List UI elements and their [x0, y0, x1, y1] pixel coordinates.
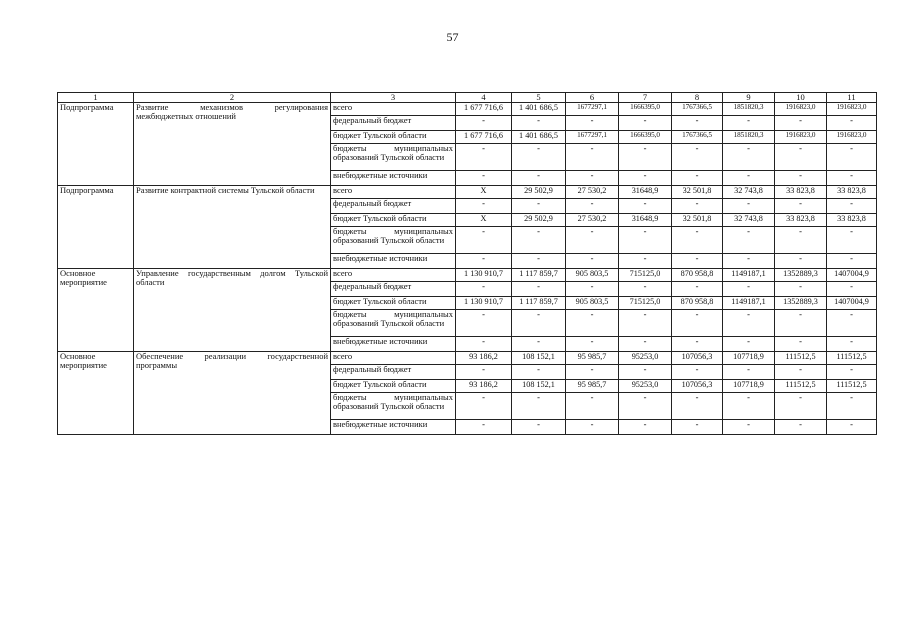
value-cell: -: [456, 116, 512, 131]
value-cell: -: [512, 227, 566, 254]
item-name-cell: Развитие механизмов регулирования межбюджетных отношений: [134, 103, 331, 186]
value-cell: 905 803,5: [566, 297, 619, 310]
value-cell: -: [775, 393, 827, 420]
value-cell: Х: [456, 186, 512, 199]
value-cell: -: [456, 199, 512, 214]
column-number: 10: [775, 93, 827, 103]
column-number: 5: [512, 93, 566, 103]
value-cell: -: [672, 199, 723, 214]
value-cell: -: [456, 420, 512, 435]
value-cell: -: [775, 282, 827, 297]
funding-source-cell: бюджеты муниципальных образований Тульской области: [331, 310, 456, 337]
funding-source-cell: всего: [331, 103, 456, 116]
value-cell: -: [512, 310, 566, 337]
funding-source-cell: бюджеты муниципальных образований Тульской области: [331, 393, 456, 420]
column-number: 4: [456, 93, 512, 103]
column-number: 3: [331, 93, 456, 103]
value-cell: 95253,0: [619, 380, 672, 393]
value-cell: 1 677 716,6: [456, 103, 512, 116]
value-cell: -: [456, 310, 512, 337]
value-cell: 1916823,0: [775, 103, 827, 116]
value-cell: 1407004,9: [827, 269, 877, 282]
value-cell: -: [456, 337, 512, 352]
value-cell: 95 985,7: [566, 352, 619, 365]
value-cell: -: [456, 365, 512, 380]
value-cell: 27 530,2: [566, 214, 619, 227]
value-cell: -: [827, 171, 877, 186]
value-cell: 1 401 686,5: [512, 103, 566, 116]
table-row: [58, 103, 877, 116]
value-cell: 1851820,3: [723, 131, 775, 144]
funding-source-cell: внебюджетные источники: [331, 171, 456, 186]
column-number-row: [58, 93, 877, 103]
value-cell: -: [723, 393, 775, 420]
value-cell: 1 677 716,6: [456, 131, 512, 144]
value-cell: 33 823,8: [775, 214, 827, 227]
value-cell: -: [566, 310, 619, 337]
value-cell: -: [827, 199, 877, 214]
funding-source-cell: бюджеты муниципальных образований Тульской области: [331, 227, 456, 254]
value-cell: -: [566, 337, 619, 352]
value-cell: 111512,5: [775, 380, 827, 393]
item-name-cell: Управление государственным долгом Тульской области: [134, 269, 331, 352]
value-cell: 29 502,9: [512, 186, 566, 199]
value-cell: 93 186,2: [456, 380, 512, 393]
value-cell: 108 152,1: [512, 352, 566, 365]
value-cell: -: [775, 254, 827, 269]
value-cell: 715125,0: [619, 269, 672, 282]
value-cell: -: [512, 420, 566, 435]
value-cell: -: [723, 227, 775, 254]
value-cell: -: [723, 365, 775, 380]
value-cell: -: [775, 144, 827, 171]
value-cell: 32 743,8: [723, 214, 775, 227]
value-cell: 95 985,7: [566, 380, 619, 393]
value-cell: -: [775, 171, 827, 186]
funding-source-cell: внебюджетные источники: [331, 337, 456, 352]
value-cell: -: [566, 365, 619, 380]
item-name-cell: Обеспечение реализации государственной программы: [134, 352, 331, 435]
column-number: 9: [723, 93, 775, 103]
value-cell: 33 823,8: [775, 186, 827, 199]
value-cell: 1916823,0: [827, 103, 877, 116]
value-cell: -: [672, 337, 723, 352]
funding-source-cell: бюджет Тульской области: [331, 297, 456, 310]
value-cell: 1851820,3: [723, 103, 775, 116]
funding-source-cell: внебюджетные источники: [331, 254, 456, 269]
value-cell: -: [672, 420, 723, 435]
value-cell: 108 152,1: [512, 380, 566, 393]
value-cell: -: [619, 337, 672, 352]
value-cell: 33 823,8: [827, 214, 877, 227]
value-cell: 1 130 910,7: [456, 269, 512, 282]
value-cell: -: [456, 227, 512, 254]
value-cell: 31648,9: [619, 186, 672, 199]
funding-source-cell: бюджет Тульской области: [331, 380, 456, 393]
value-cell: -: [619, 254, 672, 269]
value-cell: -: [456, 144, 512, 171]
value-cell: 1666395,0: [619, 131, 672, 144]
value-cell: 1 117 859,7: [512, 269, 566, 282]
value-cell: -: [619, 227, 672, 254]
value-cell: -: [775, 310, 827, 337]
value-cell: -: [619, 171, 672, 186]
value-cell: 1149187,1: [723, 269, 775, 282]
table-body: [58, 93, 877, 435]
value-cell: 1 117 859,7: [512, 297, 566, 310]
value-cell: 93 186,2: [456, 352, 512, 365]
value-cell: -: [672, 171, 723, 186]
value-cell: -: [566, 116, 619, 131]
value-cell: -: [775, 365, 827, 380]
value-cell: 1916823,0: [775, 131, 827, 144]
funding-source-cell: всего: [331, 269, 456, 282]
value-cell: 1767366,5: [672, 103, 723, 116]
value-cell: 31648,9: [619, 214, 672, 227]
value-cell: -: [672, 393, 723, 420]
value-cell: -: [775, 420, 827, 435]
value-cell: -: [512, 171, 566, 186]
funding-source-cell: бюджет Тульской области: [331, 131, 456, 144]
value-cell: 107718,9: [723, 380, 775, 393]
budget-table: [57, 92, 877, 435]
value-cell: -: [723, 337, 775, 352]
value-cell: -: [512, 199, 566, 214]
value-cell: 1677297,1: [566, 131, 619, 144]
value-cell: -: [512, 254, 566, 269]
value-cell: -: [672, 227, 723, 254]
item-type-cell: Основное мероприятие: [58, 269, 134, 352]
funding-source-cell: федеральный бюджет: [331, 282, 456, 297]
value-cell: -: [456, 254, 512, 269]
value-cell: -: [827, 393, 877, 420]
value-cell: -: [827, 310, 877, 337]
value-cell: -: [512, 365, 566, 380]
value-cell: -: [775, 227, 827, 254]
value-cell: 27 530,2: [566, 186, 619, 199]
value-cell: 1352889,3: [775, 297, 827, 310]
funding-source-cell: федеральный бюджет: [331, 116, 456, 131]
value-cell: -: [775, 116, 827, 131]
item-type-cell: Подпрограмма: [58, 186, 134, 269]
value-cell: 1407004,9: [827, 297, 877, 310]
value-cell: -: [827, 337, 877, 352]
value-cell: -: [512, 144, 566, 171]
value-cell: -: [827, 282, 877, 297]
value-cell: -: [512, 282, 566, 297]
value-cell: -: [619, 420, 672, 435]
value-cell: -: [723, 199, 775, 214]
item-name-cell: Развитие контрактной системы Тульской области: [134, 186, 331, 269]
value-cell: 107056,3: [672, 352, 723, 365]
funding-source-cell: бюджет Тульской области: [331, 214, 456, 227]
value-cell: -: [827, 365, 877, 380]
value-cell: -: [619, 116, 672, 131]
column-number: 7: [619, 93, 672, 103]
value-cell: -: [512, 337, 566, 352]
value-cell: 1149187,1: [723, 297, 775, 310]
value-cell: -: [723, 171, 775, 186]
value-cell: -: [456, 171, 512, 186]
value-cell: -: [619, 310, 672, 337]
value-cell: -: [723, 144, 775, 171]
value-cell: -: [723, 310, 775, 337]
column-number: 1: [58, 93, 134, 103]
column-number: 8: [672, 93, 723, 103]
value-cell: -: [672, 116, 723, 131]
value-cell: 32 743,8: [723, 186, 775, 199]
value-cell: 715125,0: [619, 297, 672, 310]
funding-source-cell: всего: [331, 352, 456, 365]
value-cell: -: [566, 420, 619, 435]
value-cell: 29 502,9: [512, 214, 566, 227]
value-cell: 111512,5: [827, 352, 877, 365]
column-number: 6: [566, 93, 619, 103]
column-number: 11: [827, 93, 877, 103]
value-cell: -: [566, 199, 619, 214]
value-cell: -: [827, 227, 877, 254]
value-cell: -: [775, 199, 827, 214]
value-cell: -: [619, 393, 672, 420]
table-row: [58, 352, 877, 365]
table-row: [58, 186, 877, 199]
value-cell: -: [619, 199, 672, 214]
value-cell: 95253,0: [619, 352, 672, 365]
value-cell: -: [723, 116, 775, 131]
value-cell: -: [566, 171, 619, 186]
value-cell: -: [566, 254, 619, 269]
value-cell: -: [723, 420, 775, 435]
value-cell: -: [672, 254, 723, 269]
value-cell: 32 501,8: [672, 214, 723, 227]
value-cell: 111512,5: [775, 352, 827, 365]
value-cell: -: [775, 337, 827, 352]
value-cell: -: [512, 393, 566, 420]
value-cell: -: [512, 116, 566, 131]
value-cell: 1 130 910,7: [456, 297, 512, 310]
value-cell: 33 823,8: [827, 186, 877, 199]
value-cell: -: [566, 227, 619, 254]
value-cell: 1352889,3: [775, 269, 827, 282]
value-cell: 107718,9: [723, 352, 775, 365]
value-cell: -: [827, 116, 877, 131]
table-row: [58, 269, 877, 282]
item-type-cell: Основное мероприятие: [58, 352, 134, 435]
value-cell: -: [566, 393, 619, 420]
value-cell: 870 958,8: [672, 297, 723, 310]
funding-source-cell: всего: [331, 186, 456, 199]
value-cell: -: [827, 420, 877, 435]
page-number: 57: [446, 30, 459, 44]
value-cell: 1677297,1: [566, 103, 619, 116]
value-cell: -: [672, 310, 723, 337]
funding-source-cell: федеральный бюджет: [331, 199, 456, 214]
value-cell: -: [723, 282, 775, 297]
value-cell: 32 501,8: [672, 186, 723, 199]
value-cell: Х: [456, 214, 512, 227]
value-cell: 905 803,5: [566, 269, 619, 282]
value-cell: 107056,3: [672, 380, 723, 393]
value-cell: -: [672, 365, 723, 380]
value-cell: 1666395,0: [619, 103, 672, 116]
value-cell: 111512,5: [827, 380, 877, 393]
value-cell: -: [619, 144, 672, 171]
funding-source-cell: бюджеты муниципальных образований Тульской области: [331, 144, 456, 171]
value-cell: -: [672, 282, 723, 297]
value-cell: -: [566, 144, 619, 171]
value-cell: -: [827, 144, 877, 171]
value-cell: -: [723, 254, 775, 269]
value-cell: 1916823,0: [827, 131, 877, 144]
value-cell: -: [619, 282, 672, 297]
value-cell: -: [672, 144, 723, 171]
value-cell: -: [456, 282, 512, 297]
value-cell: -: [619, 365, 672, 380]
value-cell: 1767366,5: [672, 131, 723, 144]
value-cell: -: [827, 254, 877, 269]
column-number: 2: [134, 93, 331, 103]
value-cell: -: [566, 282, 619, 297]
value-cell: 1 401 686,5: [512, 131, 566, 144]
item-type-cell: Подпрограмма: [58, 103, 134, 186]
value-cell: 870 958,8: [672, 269, 723, 282]
funding-source-cell: федеральный бюджет: [331, 365, 456, 380]
funding-source-cell: внебюджетные источники: [331, 420, 456, 435]
value-cell: -: [456, 393, 512, 420]
